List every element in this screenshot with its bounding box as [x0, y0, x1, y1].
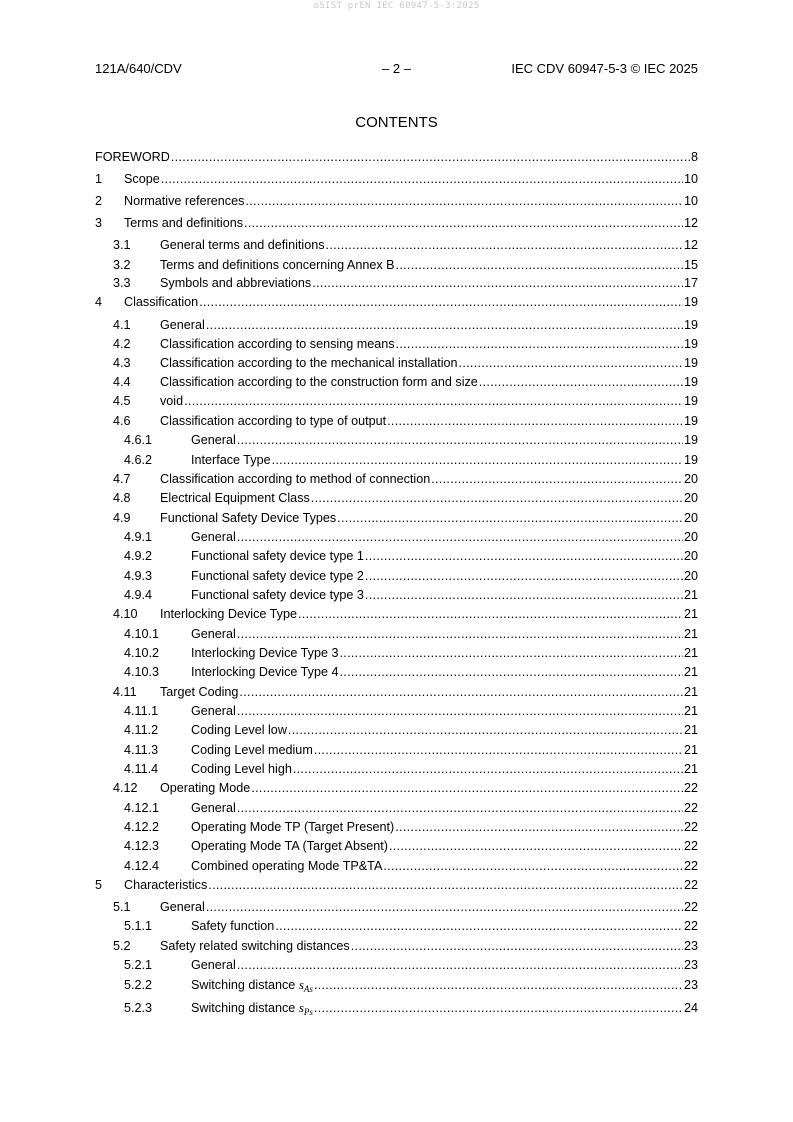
- toc-entry-title[interactable]: Symbols and abbreviations: [160, 276, 312, 290]
- toc-entry[interactable]: [95, 999, 698, 1017]
- toc-entry-title[interactable]: Normative references: [124, 194, 245, 208]
- toc-entry[interactable]: [95, 274, 698, 292]
- toc-entry-page: 22: [683, 839, 698, 853]
- toc-entry[interactable]: [95, 779, 698, 797]
- toc-entry-number: 4.12.2: [124, 820, 160, 834]
- toc-entry-title[interactable]: Switching distance $s_{Ps}$: [191, 1000, 313, 1017]
- toc-entry[interactable]: [95, 857, 698, 875]
- toc-entry-title[interactable]: General: [191, 704, 236, 718]
- toc-entry[interactable]: [95, 148, 698, 166]
- dot-leader: [251, 779, 683, 797]
- toc-entry-page: 20: [683, 491, 698, 505]
- toc-entry-page: 19: [683, 318, 698, 332]
- toc-entry-number: 4.5: [113, 394, 131, 408]
- toc-entry-page: 22: [683, 781, 698, 795]
- page-title: CONTENTS: [355, 114, 438, 131]
- toc-entry[interactable]: [95, 509, 698, 527]
- dot-leader: [311, 489, 683, 507]
- toc-entry-page: 12: [683, 238, 698, 252]
- toc-entry-number: 4.2: [113, 337, 131, 351]
- toc-entry-title[interactable]: Functional safety device type 2: [191, 569, 364, 583]
- toc-entry-number: 3.2: [113, 258, 131, 272]
- dot-leader: [237, 956, 683, 974]
- dot-leader: [206, 898, 683, 916]
- toc-entry-page: 20: [683, 549, 698, 563]
- toc-entry[interactable]: [95, 741, 698, 759]
- dot-leader: [351, 937, 683, 955]
- toc-entry[interactable]: [95, 721, 698, 739]
- toc-entry-number: 4.6.1: [124, 433, 153, 447]
- toc-entry[interactable]: [95, 625, 698, 643]
- toc-entry-title[interactable]: Operating Mode: [160, 781, 251, 795]
- toc-entry-number: 5.1: [113, 900, 131, 914]
- toc-entry-title[interactable]: Coding Level medium: [191, 743, 313, 757]
- toc-entry-title[interactable]: Electrical Equipment Class: [160, 491, 310, 505]
- toc-entry-title[interactable]: General: [191, 801, 236, 815]
- toc-entry-page: 10: [683, 172, 698, 186]
- toc-entry-number: 4.10.3: [124, 665, 160, 679]
- toc-entry-number: 4: [95, 295, 103, 309]
- dot-leader: [479, 373, 683, 391]
- toc-entry[interactable]: [95, 236, 698, 254]
- toc-entry-title[interactable]: General: [160, 318, 205, 332]
- toc-entry-title[interactable]: General: [160, 900, 205, 914]
- toc-entry-title[interactable]: Safety related switching distances: [160, 939, 350, 953]
- toc-entry-page: 22: [683, 820, 698, 834]
- toc-entry-title[interactable]: General: [191, 530, 236, 544]
- toc-entry-page: 20: [683, 511, 698, 525]
- toc-entry-title[interactable]: General terms and definitions: [160, 238, 325, 252]
- dot-leader: [383, 857, 683, 875]
- toc-entry-number: 3.1: [113, 238, 131, 252]
- toc-entry-page: 12: [683, 216, 698, 230]
- dot-leader: [314, 976, 683, 994]
- toc-entry-title[interactable]: Classification: [124, 295, 199, 309]
- toc-entry-page: 19: [683, 295, 698, 309]
- dot-leader: [199, 293, 683, 311]
- toc-entry-page: 23: [683, 939, 698, 953]
- toc-entry-page: 19: [683, 453, 698, 467]
- dot-leader: [339, 663, 683, 681]
- toc-entry-page: 21: [683, 762, 698, 776]
- toc-entry-title[interactable]: Classification according to method of connection: [160, 472, 431, 486]
- toc-entry-page: 21: [683, 665, 698, 679]
- toc-entry[interactable]: [95, 256, 698, 274]
- toc-entry-title[interactable]: General: [191, 433, 236, 447]
- toc-entry[interactable]: [95, 192, 698, 210]
- dot-leader: [206, 316, 683, 334]
- toc-entry[interactable]: [95, 605, 698, 623]
- toc-entry-page: 22: [683, 878, 698, 892]
- toc-entry-title[interactable]: void: [160, 394, 184, 408]
- toc-entry-number: 4.8: [113, 491, 131, 505]
- toc-entry[interactable]: [95, 373, 698, 391]
- dot-leader: [337, 509, 683, 527]
- dot-leader: [288, 721, 683, 739]
- toc-entry[interactable]: [95, 412, 698, 430]
- toc-entry[interactable]: [95, 316, 698, 334]
- toc-entry-title[interactable]: Functional safety device type 3: [191, 588, 364, 602]
- toc-entry-title[interactable]: Terms and definitions concerning Annex B: [160, 258, 395, 272]
- toc-entry-page: 21: [683, 646, 698, 660]
- toc-entry-number: 4.6.2: [124, 453, 153, 467]
- dot-leader: [171, 148, 690, 166]
- toc-entry-page: 22: [683, 919, 698, 933]
- toc-entry-page: 22: [683, 859, 698, 873]
- toc-entry-title[interactable]: Interlocking Device Type: [160, 607, 297, 621]
- toc-entry[interactable]: [95, 354, 698, 372]
- toc-entry-title[interactable]: Target Coding: [160, 685, 239, 699]
- dot-leader: [244, 214, 683, 232]
- dot-leader: [161, 170, 683, 188]
- toc-entry-title[interactable]: Classification according to the mechanical installation: [160, 356, 458, 370]
- toc-entry-page: 20: [683, 472, 698, 486]
- toc-entry-title[interactable]: Functional Safety Device Types: [160, 511, 337, 525]
- page-number: – 2 –: [382, 61, 411, 76]
- toc-entry-title[interactable]: Safety function: [191, 919, 275, 933]
- toc-entry-page: 21: [683, 607, 698, 621]
- toc-entry-title[interactable]: Interlocking Device Type 3: [191, 646, 339, 660]
- toc-entry-page: 19: [683, 356, 698, 370]
- dot-leader: [431, 470, 683, 488]
- dot-leader: [237, 528, 683, 546]
- toc-entry-number: 4.12.3: [124, 839, 160, 853]
- math-symbol: $s_{Ps}$: [298, 1000, 313, 1017]
- toc-entry-number: 2: [95, 194, 103, 208]
- toc-entry-title[interactable]: Classification according to sensing means: [160, 337, 395, 351]
- dot-leader: [237, 799, 683, 817]
- toc-entry-page: 17: [683, 276, 698, 290]
- toc-entry[interactable]: [95, 170, 698, 188]
- toc-entry[interactable]: [95, 876, 698, 894]
- toc-entry[interactable]: [95, 644, 698, 662]
- dot-leader: [298, 605, 683, 623]
- toc-entry-page: 19: [683, 375, 698, 389]
- toc-entry-page: 20: [683, 530, 698, 544]
- toc-entry-title[interactable]: Classification according to type of output: [160, 414, 387, 428]
- toc-entry-number: 5: [95, 878, 103, 892]
- toc-entry-number: 5.2: [113, 939, 131, 953]
- toc-entry-number: 4.12.1: [124, 801, 160, 815]
- toc-entry[interactable]: [95, 335, 698, 353]
- toc-entry-number: 4.12: [113, 781, 138, 795]
- toc-entry-page: 21: [683, 685, 698, 699]
- toc-entry-title[interactable]: General: [191, 627, 236, 641]
- toc-entry-number: 4.11.2: [124, 723, 159, 737]
- toc-entry-title[interactable]: Classification according to the construction form and size: [160, 375, 478, 389]
- toc-entry[interactable]: [95, 818, 698, 836]
- toc-entry-number: 4.10: [113, 607, 138, 621]
- dot-leader: [237, 625, 683, 643]
- toc-entry-page: 22: [683, 900, 698, 914]
- toc-entry[interactable]: [95, 956, 698, 974]
- toc-entry-page: 19: [683, 394, 698, 408]
- toc-entry-title[interactable]: Coding Level low: [191, 723, 287, 737]
- toc-entry[interactable]: [95, 702, 698, 720]
- toc-entry-title[interactable]: Switching distance $s_{As}$: [191, 977, 313, 994]
- toc-entry-number: 4.9.4: [124, 588, 153, 602]
- toc-entry-page: 19: [683, 433, 698, 447]
- toc-entry-page: 23: [683, 978, 698, 992]
- toc-entry-title[interactable]: Terms and definitions: [124, 216, 244, 230]
- toc-entry-number: 5.1.1: [124, 919, 153, 933]
- toc-entry-number: 4.9.1: [124, 530, 153, 544]
- toc-entry-title[interactable]: Operating Mode TP (Target Present): [191, 820, 395, 834]
- dot-leader: [245, 192, 683, 210]
- toc-entry-page: 24: [683, 1001, 698, 1015]
- dot-leader: [395, 818, 683, 836]
- toc-entry[interactable]: [95, 293, 698, 311]
- dot-leader: [239, 683, 683, 701]
- toc-entry-title[interactable]: Scope: [124, 172, 160, 186]
- toc-entry-number: 4.10.2: [124, 646, 160, 660]
- toc-entry-title[interactable]: Interface Type: [191, 453, 271, 467]
- toc-entry-number: 5.2.3: [124, 1001, 153, 1015]
- toc-entry[interactable]: [95, 837, 698, 855]
- math-symbol: $s_{As}$: [298, 977, 313, 994]
- toc-entry[interactable]: [95, 431, 698, 449]
- dot-leader: [208, 876, 683, 894]
- toc-entry-title[interactable]: Functional safety device type 1: [191, 549, 364, 563]
- toc-entry[interactable]: [95, 214, 698, 232]
- toc-entry-number: 4.7: [113, 472, 131, 486]
- toc-entry-title[interactable]: Coding Level high: [191, 762, 292, 776]
- dot-leader: [365, 586, 683, 604]
- toc-entry-number: 5.2.1: [124, 958, 153, 972]
- toc-entry-number: 4.9.2: [124, 549, 153, 563]
- toc-entry-number: 4.11.4: [124, 762, 159, 776]
- toc-entry-number: 4.11: [113, 685, 137, 699]
- toc-entry-number: 4.12.4: [124, 859, 160, 873]
- toc-entry[interactable]: [95, 799, 698, 817]
- toc-entry-number: 4.9.3: [124, 569, 153, 583]
- dot-leader: [272, 451, 683, 469]
- dot-leader: [365, 567, 683, 585]
- toc-entry[interactable]: [95, 392, 698, 410]
- toc-entry[interactable]: [95, 451, 698, 469]
- toc-entry-page: 22: [683, 801, 698, 815]
- toc-entry-page: 15: [683, 258, 698, 272]
- dot-leader: [314, 999, 683, 1017]
- toc-entry-number: 3: [95, 216, 103, 230]
- toc-entry[interactable]: [95, 528, 698, 546]
- toc-entry-number: 4.1: [113, 318, 131, 332]
- toc-entry-page: 21: [683, 627, 698, 641]
- toc-entry-title[interactable]: Combined operating Mode TP&TA: [191, 859, 383, 873]
- dot-leader: [293, 760, 683, 778]
- dot-leader: [237, 431, 683, 449]
- document-reference: 121A/640/CDV: [95, 61, 182, 76]
- toc-entry-number: 4.3: [113, 356, 131, 370]
- toc-entry-title[interactable]: Operating Mode TA (Target Absent): [191, 839, 388, 853]
- toc-entry-number: 5.2.2: [124, 978, 153, 992]
- toc-entry-title[interactable]: General: [191, 958, 236, 972]
- toc-entry-title[interactable]: Interlocking Device Type 4: [191, 665, 339, 679]
- toc-entry-number: 3.3: [113, 276, 131, 290]
- dot-leader: [184, 392, 683, 410]
- toc-entry-number: 4.6: [113, 414, 131, 428]
- dot-leader: [459, 354, 683, 372]
- toc-entry-page: 21: [683, 588, 698, 602]
- toc-entry[interactable]: [95, 898, 698, 916]
- toc-entry[interactable]: [95, 586, 698, 604]
- toc-entry[interactable]: [95, 567, 698, 585]
- toc-entry-number: 4.4: [113, 375, 131, 389]
- dot-leader: [387, 412, 683, 430]
- toc-entry[interactable]: [95, 976, 698, 994]
- toc-entry[interactable]: [95, 937, 698, 955]
- dot-leader: [326, 236, 683, 254]
- dot-leader: [365, 547, 683, 565]
- standard-reference: IEC CDV 60947-5-3 © IEC 2025: [511, 61, 698, 76]
- toc-entry-number: 1: [95, 172, 103, 186]
- toc-entry[interactable]: [95, 917, 698, 935]
- toc-entry-number: 4.10.1: [124, 627, 160, 641]
- dot-leader: [275, 917, 683, 935]
- toc-entry-page: 19: [683, 414, 698, 428]
- toc-entry-page: 8: [690, 150, 698, 164]
- toc-entry[interactable]: [95, 760, 698, 778]
- toc-entry-page: 21: [683, 743, 698, 757]
- toc-entry-page: 21: [683, 723, 698, 737]
- toc-entry-number: 4.9: [113, 511, 131, 525]
- toc-entry-title[interactable]: Characteristics: [124, 878, 208, 892]
- dot-leader: [396, 335, 683, 353]
- toc-entry[interactable]: [95, 470, 698, 488]
- toc-entry-number: 4.11.3: [124, 743, 159, 757]
- toc-entry-page: 10: [683, 194, 698, 208]
- dot-leader: [396, 256, 683, 274]
- dot-leader: [312, 274, 683, 292]
- toc-entry[interactable]: [95, 489, 698, 507]
- toc-entry-page: 21: [683, 704, 698, 718]
- toc-entry-page: 20: [683, 569, 698, 583]
- dot-leader: [389, 837, 683, 855]
- watermark: oSIST prEN IEC 60947-5-3:2025: [313, 1, 480, 11]
- toc-entry[interactable]: [95, 663, 698, 681]
- dot-leader: [339, 644, 683, 662]
- toc-entry[interactable]: [95, 547, 698, 565]
- dot-leader: [237, 702, 683, 720]
- toc-entry-title[interactable]: FOREWORD: [95, 150, 170, 164]
- toc-entry[interactable]: [95, 683, 698, 701]
- toc-entry-page: 23: [683, 958, 698, 972]
- toc-entry-number: 4.11.1: [124, 704, 159, 718]
- dot-leader: [314, 741, 683, 759]
- toc-entry-page: 19: [683, 337, 698, 351]
